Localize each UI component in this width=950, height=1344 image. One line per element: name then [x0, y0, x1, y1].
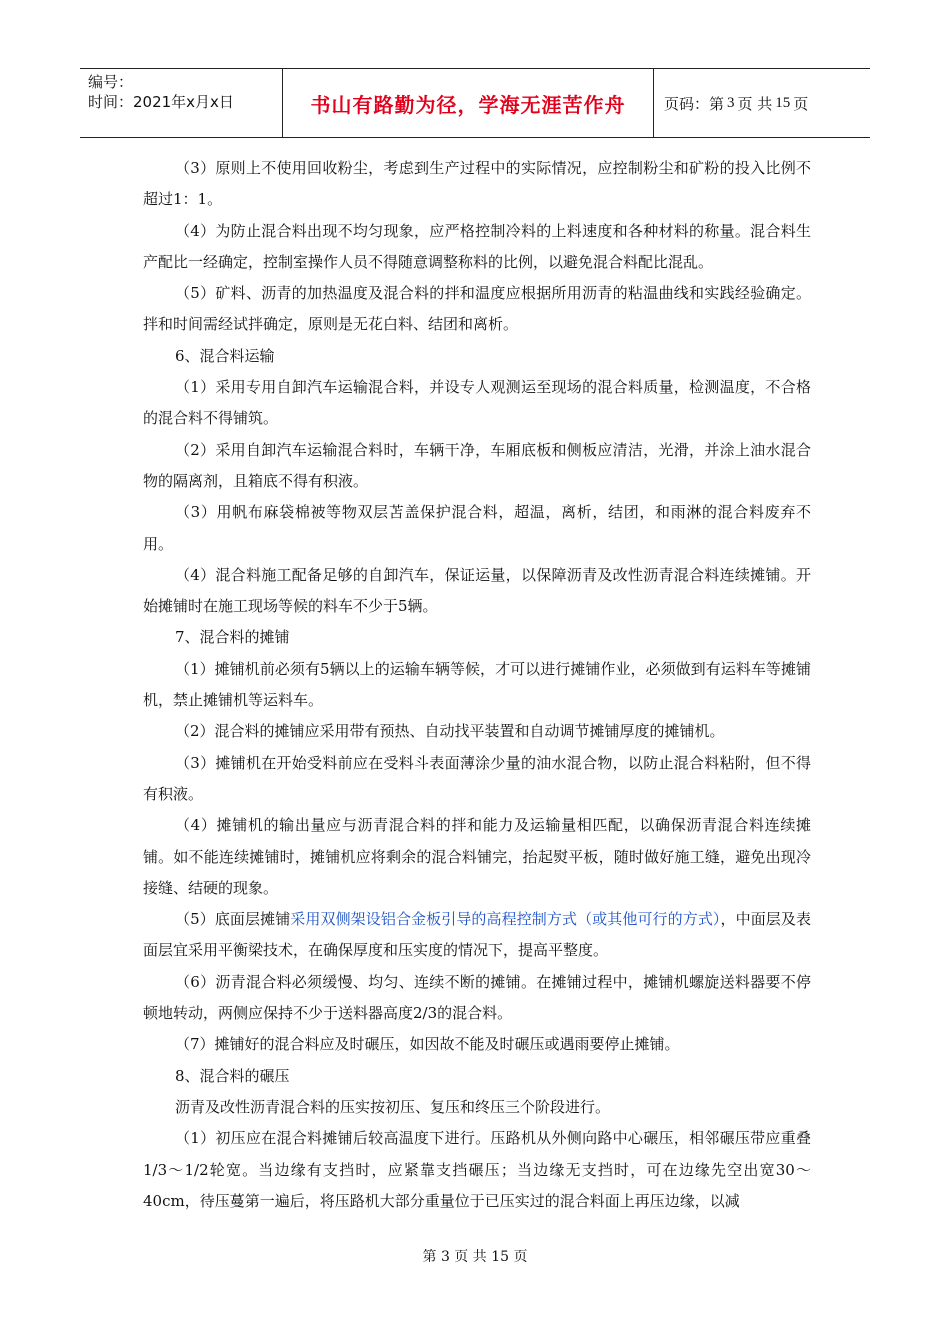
page-footer: 第 3 页 共 15 页 [422, 1249, 528, 1265]
highlighted-text: 采用双侧架设铝合金板引导的高程控制方式（或其他可行的方式） [290, 910, 721, 929]
paragraph: （1）初压应在混合料摊铺后较高温度下进行。压路机从外侧向路中心碾压，相邻碾压带应重叠1/3～1/2轮宽。当边缘有支挡时，应紧靠支挡碾压；当边缘无支挡时，可在边缘先空出宽30～40cm，待压蔓第一遍后，将压路机大部分重量位于已压实过的混合料面上再压边缘，以减 [143, 1129, 811, 1210]
header-motto: 书山有路勤为径，学海无涯苦作舟 [282, 69, 654, 137]
page-current: 3 [727, 94, 735, 111]
paragraph: （3）用帆布麻袋棉被等物双层苫盖保护混合料，超温，离析，结团，和雨淋的混合料废弃不用。 [143, 503, 811, 553]
paragraph: （4）为防止混合料出现不均匀现象，应严格控制冷料的上料速度和各种材料的称量。混合料生产配比一经确定，控制室操作人员不得随意调整称料的比例，以避免混合料配比混乱。 [143, 221, 811, 271]
paragraph: （4）摊铺机的输出量应与沥青混合料的拌和能力及运输量相匹配，以确保沥青混合料连续摊铺。如不能连续摊铺时，摊铺机应将剩余的混合料铺完，抬起熨平板，随时做好施工缝，避免出现冷接缝、结硬的现象。 [143, 816, 811, 897]
paragraph: 沥青及改性沥青混合料的压实按初压、复压和终压三个阶段进行。 [175, 1097, 611, 1116]
header-page-info [654, 69, 870, 137]
page-suffix: 页 [793, 94, 809, 113]
paragraph: （2）采用自卸汽车运输混合料时，车辆干净，车厢底板和侧板应清洁，光滑，并涂上油水混合物的隔离剂，且箱底不得有积液。 [143, 440, 811, 490]
document-body [143, 153, 811, 1217]
paragraph: （3）摊铺机在开始受料前应在受料斗表面薄涂少量的油水混合物，以防止混合料粘附，但不得有积液。 [143, 753, 811, 803]
paragraph-start: （5）底面层摊铺 [175, 910, 291, 929]
paragraph: （5）矿料、沥青的加热温度及混合料的拌和温度应根据所用沥青的粘温曲线和实践经验确定。拌和时间需经试拌确定，原则是无花白料、结团和离析。 [143, 284, 811, 334]
paragraph: （6）沥青混合料必须缓慢、均匀、连续不断的摊铺。在摊铺过程中，摊铺机螺旋送料器要不停顿地转动，两侧应保持不少于送料器高度2/3的混合料。 [143, 972, 811, 1023]
paragraph: （1）采用专用自卸汽车运输混合料，并设专人观测运至现场的混合料质量，检测温度，不合格的混合料不得铺筑。 [143, 378, 811, 428]
number-label: 编号： [88, 73, 134, 91]
paragraph: （4）混合料施工配备足够的自卸汽车，保证运量，以保障沥青及改性沥青混合料连续摊铺。开始摊铺时在施工现场等候的料车不少于5辆。 [143, 565, 811, 616]
paragraph: （2）混合料的摊铺应采用带有预热、自动找平装置和自动调节摊铺厚度的摊铺机。 [175, 722, 725, 741]
page-header [80, 68, 870, 138]
section-heading: 7、混合料的摊铺 [175, 628, 290, 647]
section-heading: 8、混合料的碾压 [175, 1066, 290, 1085]
paragraph-with-highlight [143, 904, 811, 967]
section-heading: 6、混合料运输 [175, 346, 275, 365]
header-meta [80, 69, 282, 137]
page-prefix: 页码：第 [664, 94, 725, 113]
paragraph: （1）摊铺机前必须有5辆以上的运输车辆等候，才可以进行摊铺作业，必须做到有运料车等摊铺机，禁止摊铺机等运料车。 [143, 659, 811, 710]
paragraph: （7）摊铺好的混合料应及时碾压，如因故不能及时碾压或遇雨要停止摊铺。 [175, 1035, 680, 1054]
time-label: 时间：2021年x月x日 [88, 93, 234, 111]
paragraph-end: ，中面层及表面层宜采用平衡梁技术，在确保厚度和压实度的情况下，提高平整度。 [143, 910, 811, 960]
page-total: 15 [775, 94, 791, 111]
paragraph: （3）原则上不使用回收粉尘，考虑到生产过程中的实际情况，应控制粉尘和矿粉的投入比例不超过1：1。 [143, 159, 811, 209]
page-mid: 页 共 [737, 94, 773, 113]
